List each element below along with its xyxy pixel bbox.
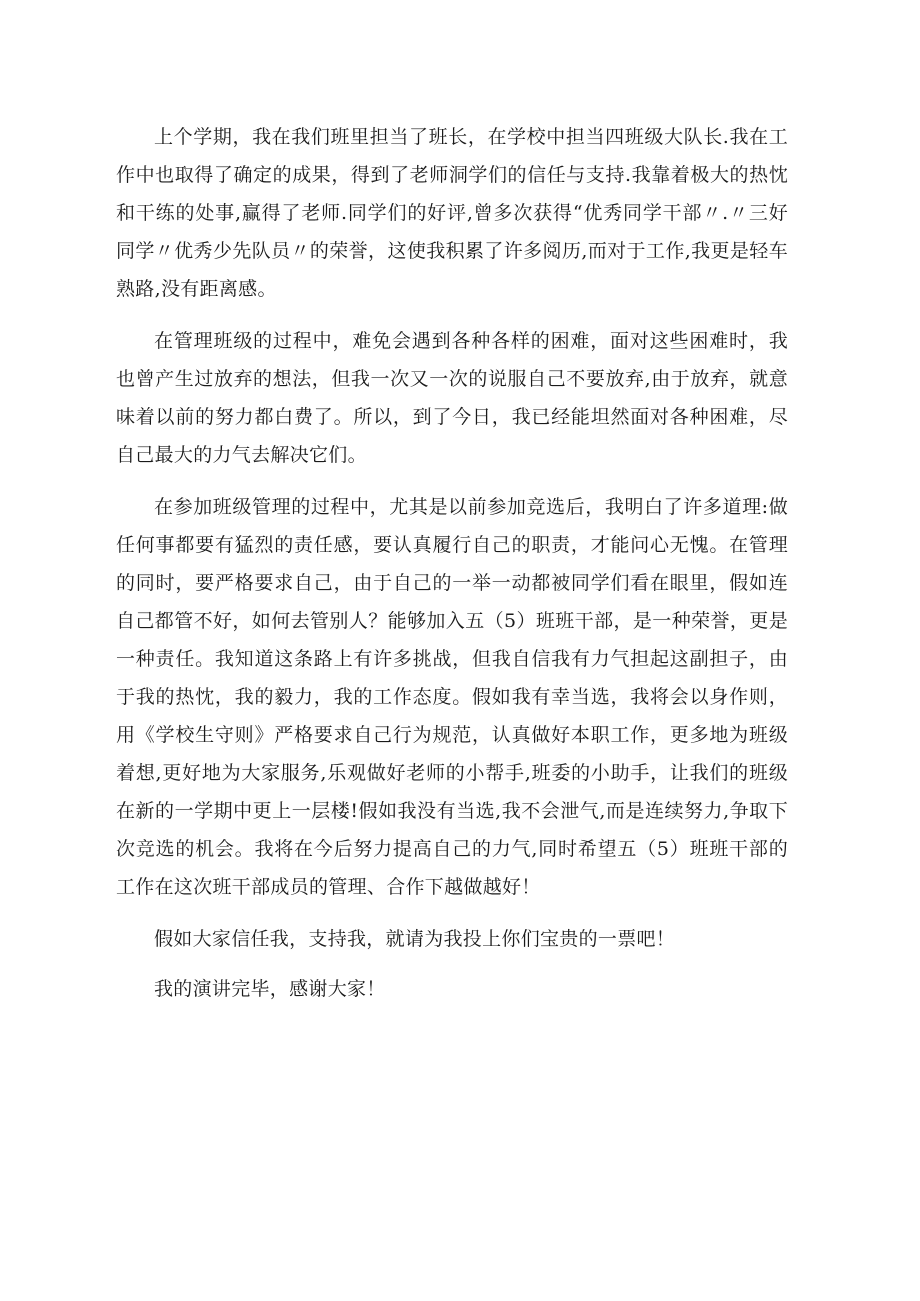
paragraph-2: 在管理班级的过程中，难免会遇到各种各样的困难，面对这些困难时，我也曾产生过放弃的想法，但我一次又一次的说服自己不要放弃,由于放弃，就意味着以前的努力都白费了。所以，到了今日，我已经能坦然面对各种困难，尽自己最大的力气去解决它们。 — [116, 330, 788, 466]
paragraph-4: 假如大家信任我，支持我，就请为我投上你们宝贵的一票吧！ — [154, 928, 676, 950]
paragraph-5: 我的演讲完毕，感谢大家！ — [154, 978, 386, 1000]
paragraph-1: 上个学期，我在我们班里担当了班长，在学校中担当四班级大队长.我在工作中也取得了确定的成果，得到了老师洞学们的信任与支持.我靠着极大的热忱和干练的处事,赢得了老师.同学们的好评,曾多次获得“优秀同学干部〃.〃三好同学〃优秀少先队员〃的荣誉，这使我积累了许多阅历,而对于工作,我更是轻车熟路,没有距离感。 — [116, 126, 788, 300]
speech-body — [116, 118, 788, 1020]
paragraph-3: 在参加班级管理的过程中，尤其是以前参加竞选后，我明白了许多道理:做任何事都要有猛烈的责任感，要认真履行自己的职责，才能问心无愧。在管理的同时，要严格要求自己，由于自己的一举一动都被同学们看在眼里，假如连自己都管不好，如何去管别人？能够加入五（5）班班干部，是一种荣誉，更是一种责任。我知道这条路上有许多挑战，但我自信我有力气担起这副担子，由于我的热忱，我的毅力，我的工作态度。假如我有幸当选，我将会以身作则，用《学校生守则》严格要求自己行为规范，认真做好本职工作，更多地为班级着想,更好地为大家服务,乐观做好老师的小帮手,班委的小助手，让我们的班级在新的一学期中更上一层楼!假如我没有当选,我不会泄气,而是连续努力,争取下次竞选的机会。我将在今后努力提高自己的力气,同时希望五（5）班班干部的工作在这次班干部成员的管理、合作下越做越好！ — [116, 496, 788, 898]
